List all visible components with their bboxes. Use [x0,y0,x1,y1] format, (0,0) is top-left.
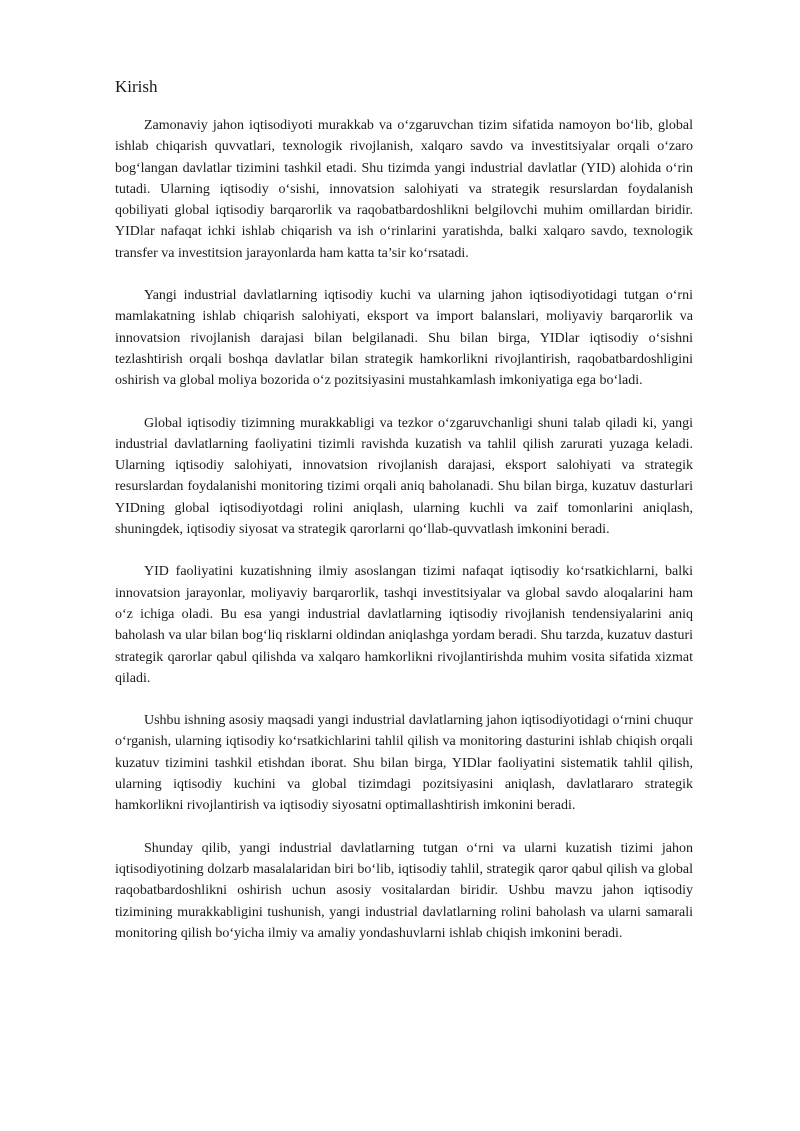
paragraph-5: Ushbu ishning asosiy maqsadi yangi industrial davlatlarning jahon iqtisodiyotidagi o‘rnini chuqur o‘rganish, ularning iqtisodiy ko‘rsatkichlarini tahlil qilish va monitoring dasturini ishlab chiqish orqali kuzatuv tizimini tashkil etishdan iborat. Shu bilan birga, YIDlar faoliyatini sistematik tahlil qilish, ularning iqtisodiy kuchini va global tizimdagi pozitsiyasini aniqlash, davlatlararo strategik hamkorlikni rivojlantirish va iqtisodiy siyosatni optimallashtirish imkonini beradi. [115,713,693,814]
paragraph-3: Global iqtisodiy tizimning murakkabligi va tezkor o‘zgaruvchanligi shuni talab qiladi ki, yangi industrial davlatlarning faoliyatini tizimli ravishda kuzatish va tahlil qilish zarurati yuzaga keladi. Ularning iqtisodiy salohiyati, innovatsion rivojlanish darajasi, eksport salohiyati va strategik resurslardan foydalanishi monitoring tizimi orqali aniq baholanadi. Shu bilan birga, kuzatuv dasturlari YIDning global iqtisodiyotdagi rolini aniqlash, ularning kuchli va zaif tomonlarini aniqlash, shuningdek, iqtisodiy siyosat va strategik qarorlarni qo‘llab-quvvatlash imkonini beradi. [115,415,693,538]
paragraph-4: YID faoliyatini kuzatishning ilmiy asoslangan tizimi nafaqat iqtisodiy ko‘rsatkichlarni, balki innovatsion jarayonlar, moliyaviy barqarorlik, tashqi investitsiyalar va global savdo aloqalarini ham o‘z ichiga oladi. Bu esa yangi industrial davlatlarning iqtisodiy rivojlanish tendensiyalarini aniq baholash va ular bilan bog‘liq risklarni oldindan aniqlashga yordam beradi. Shu tarzda, kuzatuv dasturi strategik qarorlar qabul qilishda va xalqaro hamkorlikni rivojlantirishda muhim vosita sifatida xizmat qiladi. [115,564,693,686]
section-heading: Kirish [115,77,158,96]
document-page [115,75,693,965]
paragraph-2: Yangi industrial davlatlarning iqtisodiy kuchi va ularning jahon iqtisodiyotidagi tutgan o‘rni mamlakatning ishlab chiqarish salohiyati, eksport va import balanslari, moliyaviy barqarorlik va innovatsion rivojlanish darajasi bilan belgilanadi. Shu bilan birga, YIDlar iqtisodiy o‘sishni tezlashtirish orqali boshqa davlatlar bilan strategik hamkorlikni rivojlantirish, raqobatbardoshligini oshirish va global moliya bozorida o‘z pozitsiyasini mustahkamlash imkoniyatiga ega bo‘ladi. [115,288,693,389]
paragraph-1: Zamonaviy jahon iqtisodiyoti murakkab va o‘zgaruvchan tizim sifatida namoyon bo‘lib, global ishlab chiqarish quvvatlari, texnologik rivojlanish, xalqaro savdo va investitsiyalar orqali o‘zaro bog‘langan davlatlar tizimini tashkil etadi. Shu tizimda yangi industrial davlatlar (YID) alohida o‘rin tutadi. Ularning iqtisodiy o‘sishi, innovatsion salohiyati va strategik resurslardan foydalanish qobiliyati global iqtisodiy barqarorlik va raqobatbardoshlikni belgilovchi muhim omillardan biridir. YIDlar nafaqat ichki ishlab chiqarish va ish o‘rinlarini yaratishda, balki xalqaro savdo, texnologik transfer va investitsion jarayonlarda ham katta ta’sir ko‘rsatadi. [115,118,693,261]
paragraph-6: Shunday qilib, yangi industrial davlatlarning tutgan o‘rni va ularni kuzatish tizimi jahon iqtisodiyotining dolzarb masalalaridan biri bo‘lib, iqtisodiy tahlil, strategik qaror qabul qilish va global raqobatbardoshlikni oshirish uchun asosiy vositalardan biridir. Ushbu mavzu jahon iqtisodiy tizimining murakkabligini tushunish, yangi industrial davlatlarning rolini baholash va ularni samarali monitoring qilish bo‘yicha ilmiy va amaliy yondashuvlarni ishlab chiqish imkonini beradi. [115,840,693,941]
